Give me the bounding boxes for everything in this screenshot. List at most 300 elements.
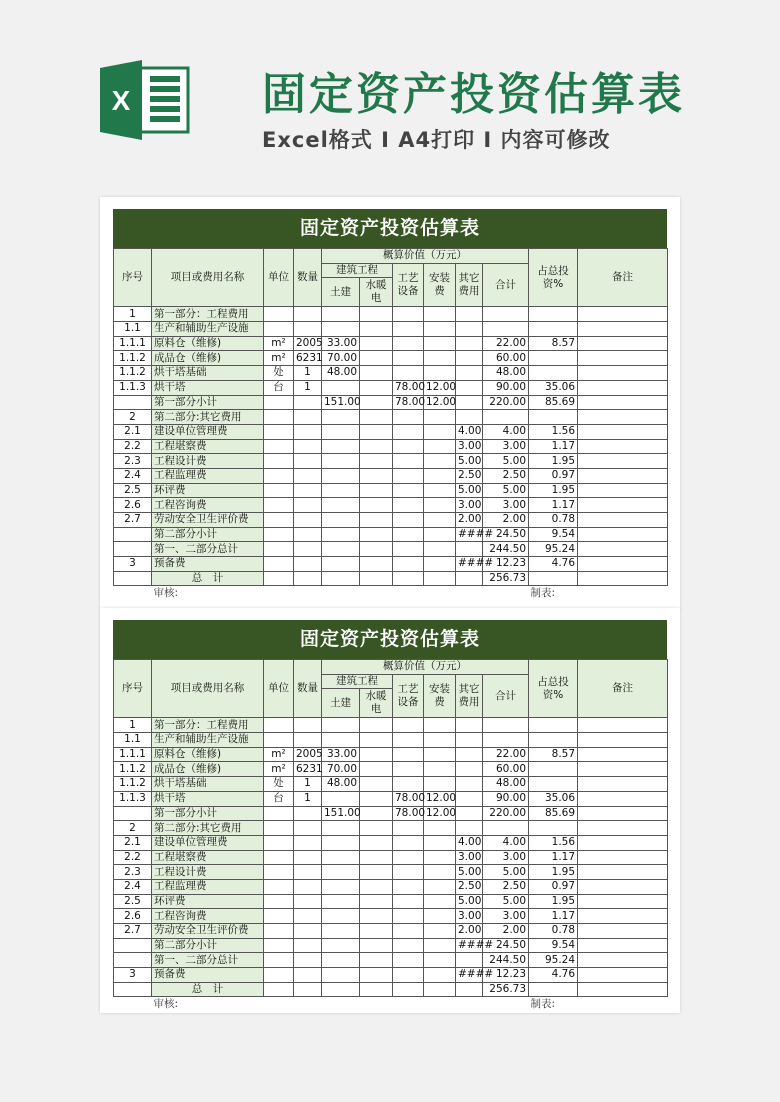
cell-unit[interactable]: [264, 968, 294, 983]
cell-total[interactable]: 2.00: [483, 513, 529, 528]
cell-name[interactable]: 预备费: [152, 557, 264, 572]
cell-name[interactable]: 烘干塔基础: [152, 777, 264, 792]
cell-civil[interactable]: [322, 498, 360, 513]
cell-install[interactable]: [424, 513, 456, 528]
cell-hvac[interactable]: [360, 747, 393, 762]
cell-qty[interactable]: [294, 733, 322, 748]
header-seq[interactable]: 序号: [114, 660, 152, 718]
footer-empty-cell[interactable]: [114, 997, 152, 1012]
cell-note[interactable]: [578, 747, 668, 762]
cell-pct[interactable]: [529, 718, 578, 733]
cell-install[interactable]: [424, 718, 456, 733]
cell-name[interactable]: 第一部分：工程费用: [152, 718, 264, 733]
cell-install[interactable]: [424, 410, 456, 425]
cell-note[interactable]: [578, 879, 668, 894]
cell-unit[interactable]: [264, 395, 294, 410]
cell-equipment[interactable]: [393, 498, 424, 513]
cell-pct[interactable]: 1.95: [529, 454, 578, 469]
cell-total[interactable]: 3.00: [483, 498, 529, 513]
footer-empty-cell[interactable]: [114, 586, 152, 601]
cell-seq[interactable]: [114, 542, 152, 557]
cell-civil[interactable]: [322, 483, 360, 498]
cell-install[interactable]: [424, 542, 456, 557]
cell-hvac[interactable]: [360, 498, 393, 513]
cell-unit[interactable]: [264, 542, 294, 557]
cell-total[interactable]: [483, 718, 529, 733]
cell-unit[interactable]: [264, 806, 294, 821]
cell-total[interactable]: 3.00: [483, 439, 529, 454]
cell-other[interactable]: [456, 982, 483, 997]
cell-note[interactable]: [578, 395, 668, 410]
cell-qty[interactable]: [294, 879, 322, 894]
cell-other[interactable]: 5.00: [456, 483, 483, 498]
cell-equipment[interactable]: [393, 835, 424, 850]
cell-seq[interactable]: 2.3: [114, 865, 152, 880]
cell-civil[interactable]: [322, 439, 360, 454]
cell-pct[interactable]: 1.56: [529, 835, 578, 850]
cell-seq[interactable]: 1.1: [114, 322, 152, 337]
cell-civil[interactable]: [322, 909, 360, 924]
cell-equipment[interactable]: [393, 454, 424, 469]
cell-equipment[interactable]: [393, 762, 424, 777]
cell-total[interactable]: [483, 322, 529, 337]
cell-unit[interactable]: [264, 879, 294, 894]
header-hvac[interactable]: 水暖电: [360, 278, 393, 307]
cell-equipment[interactable]: [393, 542, 424, 557]
cell-civil[interactable]: [322, 865, 360, 880]
footer-empty-cell[interactable]: [360, 586, 393, 601]
cell-unit[interactable]: [264, 909, 294, 924]
cell-equipment[interactable]: 78.00: [393, 806, 424, 821]
cell-pct[interactable]: 9.54: [529, 938, 578, 953]
cell-pct[interactable]: 1.17: [529, 498, 578, 513]
cell-civil[interactable]: [322, 322, 360, 337]
cell-install[interactable]: [424, 483, 456, 498]
cell-pct[interactable]: 85.69: [529, 395, 578, 410]
cell-pct[interactable]: [529, 571, 578, 586]
cell-unit[interactable]: [264, 483, 294, 498]
cell-qty[interactable]: [294, 513, 322, 528]
cell-other[interactable]: [456, 307, 483, 322]
cell-note[interactable]: [578, 968, 668, 983]
cell-unit[interactable]: [264, 322, 294, 337]
cell-unit[interactable]: [264, 439, 294, 454]
cell-note[interactable]: [578, 791, 668, 806]
cell-hvac[interactable]: [360, 336, 393, 351]
cell-civil[interactable]: [322, 982, 360, 997]
cell-note[interactable]: [578, 909, 668, 924]
cell-pct[interactable]: 8.57: [529, 747, 578, 762]
cell-name[interactable]: 第二部分小计: [152, 527, 264, 542]
cell-qty[interactable]: [294, 850, 322, 865]
cell-equipment[interactable]: [393, 307, 424, 322]
cell-install[interactable]: [424, 777, 456, 792]
cell-note[interactable]: [578, 571, 668, 586]
cell-other[interactable]: ####: [456, 968, 483, 983]
cell-total[interactable]: 5.00: [483, 483, 529, 498]
cell-pct[interactable]: [529, 821, 578, 836]
cell-total[interactable]: 256.73: [483, 982, 529, 997]
cell-equipment[interactable]: [393, 909, 424, 924]
cell-note[interactable]: [578, 513, 668, 528]
cell-note[interactable]: [578, 718, 668, 733]
cell-other[interactable]: 3.00: [456, 909, 483, 924]
cell-install[interactable]: [424, 953, 456, 968]
cell-seq[interactable]: 2.4: [114, 468, 152, 483]
cell-equipment[interactable]: [393, 821, 424, 836]
cell-equipment[interactable]: [393, 351, 424, 366]
cell-name[interactable]: 原料仓（维修): [152, 747, 264, 762]
footer-empty-cell[interactable]: [393, 997, 424, 1012]
cell-civil[interactable]: [322, 454, 360, 469]
cell-qty[interactable]: [294, 395, 322, 410]
cell-qty[interactable]: 1: [294, 366, 322, 381]
cell-unit[interactable]: [264, 733, 294, 748]
cell-seq[interactable]: 3: [114, 557, 152, 572]
cell-qty[interactable]: [294, 527, 322, 542]
header-civil[interactable]: 土建: [322, 278, 360, 307]
footer-empty-cell[interactable]: [578, 997, 668, 1012]
cell-name[interactable]: 第一、二部分总计: [152, 953, 264, 968]
cell-install[interactable]: [424, 835, 456, 850]
cell-qty[interactable]: 1: [294, 777, 322, 792]
cell-seq[interactable]: 1.1.2: [114, 762, 152, 777]
cell-other[interactable]: ####: [456, 938, 483, 953]
cell-civil[interactable]: [322, 410, 360, 425]
cell-hvac[interactable]: [360, 307, 393, 322]
header-unit[interactable]: 单位: [264, 660, 294, 718]
cell-install[interactable]: [424, 498, 456, 513]
cell-name[interactable]: 第一部分：工程费用: [152, 307, 264, 322]
cell-name[interactable]: 预备费: [152, 968, 264, 983]
cell-total[interactable]: 3.00: [483, 909, 529, 924]
cell-qty[interactable]: 1: [294, 791, 322, 806]
cell-total[interactable]: 24.50: [483, 527, 529, 542]
cell-note[interactable]: [578, 410, 668, 425]
cell-install[interactable]: 12.00: [424, 395, 456, 410]
cell-total[interactable]: 60.00: [483, 351, 529, 366]
cell-equipment[interactable]: [393, 322, 424, 337]
cell-name[interactable]: 建设单位管理费: [152, 424, 264, 439]
cell-qty[interactable]: 2005: [294, 336, 322, 351]
cell-pct[interactable]: 35.06: [529, 380, 578, 395]
footer-prepared-label[interactable]: 制表:: [529, 586, 578, 601]
cell-qty[interactable]: [294, 865, 322, 880]
cell-install[interactable]: [424, 982, 456, 997]
header-install[interactable]: 安装费: [424, 674, 456, 718]
cell-qty[interactable]: 1: [294, 380, 322, 395]
cell-equipment[interactable]: [393, 953, 424, 968]
cell-total[interactable]: 4.00: [483, 835, 529, 850]
cell-total[interactable]: 220.00: [483, 806, 529, 821]
cell-hvac[interactable]: [360, 762, 393, 777]
cell-civil[interactable]: 48.00: [322, 777, 360, 792]
cell-seq[interactable]: 2: [114, 821, 152, 836]
cell-unit[interactable]: [264, 924, 294, 939]
cell-hvac[interactable]: [360, 322, 393, 337]
footer-empty-cell[interactable]: [322, 997, 360, 1012]
cell-name[interactable]: 工程咨询费: [152, 909, 264, 924]
footer-empty-cell[interactable]: [424, 586, 456, 601]
cell-unit[interactable]: [264, 498, 294, 513]
cell-install[interactable]: 12.00: [424, 806, 456, 821]
cell-equipment[interactable]: [393, 733, 424, 748]
header-note[interactable]: 备注: [578, 249, 668, 307]
cell-unit[interactable]: [264, 894, 294, 909]
cell-equipment[interactable]: [393, 468, 424, 483]
cell-seq[interactable]: [114, 571, 152, 586]
cell-equipment[interactable]: [393, 938, 424, 953]
cell-install[interactable]: [424, 527, 456, 542]
footer-review-label[interactable]: 审核:: [152, 997, 264, 1012]
cell-install[interactable]: [424, 850, 456, 865]
cell-seq[interactable]: 2.6: [114, 909, 152, 924]
cell-other[interactable]: [456, 380, 483, 395]
cell-seq[interactable]: [114, 395, 152, 410]
header-note[interactable]: 备注: [578, 660, 668, 718]
cell-civil[interactable]: [322, 968, 360, 983]
header-civil[interactable]: 土建: [322, 689, 360, 718]
cell-qty[interactable]: 6231: [294, 762, 322, 777]
cell-note[interactable]: [578, 762, 668, 777]
cell-equipment[interactable]: 78.00: [393, 791, 424, 806]
cell-name[interactable]: 原料仓（维修): [152, 336, 264, 351]
cell-pct[interactable]: 1.17: [529, 439, 578, 454]
header-other[interactable]: 其它费用: [456, 263, 483, 307]
cell-note[interactable]: [578, 938, 668, 953]
cell-pct[interactable]: [529, 410, 578, 425]
cell-hvac[interactable]: [360, 894, 393, 909]
cell-seq[interactable]: 2.6: [114, 498, 152, 513]
cell-other[interactable]: ####: [456, 557, 483, 572]
cell-unit[interactable]: [264, 557, 294, 572]
cell-name[interactable]: 成品仓（维修): [152, 351, 264, 366]
cell-install[interactable]: [424, 879, 456, 894]
cell-civil[interactable]: 48.00: [322, 366, 360, 381]
cell-hvac[interactable]: [360, 454, 393, 469]
cell-install[interactable]: [424, 733, 456, 748]
cell-seq[interactable]: 2.7: [114, 513, 152, 528]
cell-other[interactable]: 4.00: [456, 424, 483, 439]
cell-pct[interactable]: 0.97: [529, 468, 578, 483]
cell-name[interactable]: 工程堪察费: [152, 850, 264, 865]
cell-unit[interactable]: [264, 307, 294, 322]
cell-civil[interactable]: [322, 733, 360, 748]
cell-name[interactable]: 烘干塔: [152, 380, 264, 395]
cell-hvac[interactable]: [360, 366, 393, 381]
cell-qty[interactable]: [294, 322, 322, 337]
header-building[interactable]: 建筑工程: [322, 674, 393, 689]
cell-name[interactable]: 工程堪察费: [152, 439, 264, 454]
cell-note[interactable]: [578, 439, 668, 454]
cell-note[interactable]: [578, 468, 668, 483]
cell-civil[interactable]: 33.00: [322, 747, 360, 762]
cell-hvac[interactable]: [360, 410, 393, 425]
cell-other[interactable]: 3.00: [456, 850, 483, 865]
cell-unit[interactable]: [264, 454, 294, 469]
cell-unit[interactable]: [264, 835, 294, 850]
cell-pct[interactable]: 4.76: [529, 968, 578, 983]
cell-seq[interactable]: 1.1.3: [114, 380, 152, 395]
cell-equipment[interactable]: [393, 777, 424, 792]
cell-hvac[interactable]: [360, 909, 393, 924]
cell-note[interactable]: [578, 351, 668, 366]
cell-civil[interactable]: 33.00: [322, 336, 360, 351]
cell-seq[interactable]: 1.1.1: [114, 747, 152, 762]
cell-install[interactable]: [424, 351, 456, 366]
cell-unit[interactable]: [264, 718, 294, 733]
footer-empty-cell[interactable]: [456, 997, 483, 1012]
cell-equipment[interactable]: [393, 850, 424, 865]
cell-note[interactable]: [578, 865, 668, 880]
cell-pct[interactable]: [529, 982, 578, 997]
cell-name[interactable]: 烘干塔: [152, 791, 264, 806]
cell-other[interactable]: [456, 821, 483, 836]
cell-total[interactable]: 5.00: [483, 454, 529, 469]
cell-name[interactable]: 第二部分:其它费用: [152, 821, 264, 836]
cell-civil[interactable]: [322, 380, 360, 395]
cell-name[interactable]: 总 计: [152, 571, 264, 586]
cell-name[interactable]: 烘干塔基础: [152, 366, 264, 381]
cell-install[interactable]: [424, 924, 456, 939]
cell-other[interactable]: 2.00: [456, 513, 483, 528]
cell-equipment[interactable]: [393, 557, 424, 572]
cell-install[interactable]: [424, 747, 456, 762]
cell-pct[interactable]: 1.95: [529, 894, 578, 909]
cell-civil[interactable]: [322, 894, 360, 909]
cell-equipment[interactable]: 78.00: [393, 395, 424, 410]
cell-civil[interactable]: [322, 571, 360, 586]
cell-name[interactable]: 第一部分小计: [152, 395, 264, 410]
cell-hvac[interactable]: [360, 777, 393, 792]
cell-hvac[interactable]: [360, 468, 393, 483]
cell-other[interactable]: [456, 336, 483, 351]
cell-qty[interactable]: [294, 307, 322, 322]
cell-unit[interactable]: 台: [264, 380, 294, 395]
header-install[interactable]: 安装费: [424, 263, 456, 307]
cell-name[interactable]: 环评费: [152, 894, 264, 909]
cell-other[interactable]: [456, 791, 483, 806]
cell-hvac[interactable]: [360, 542, 393, 557]
cell-other[interactable]: 3.00: [456, 439, 483, 454]
cell-hvac[interactable]: [360, 968, 393, 983]
cell-equipment[interactable]: [393, 894, 424, 909]
cell-pct[interactable]: 0.97: [529, 879, 578, 894]
cell-total[interactable]: 220.00: [483, 395, 529, 410]
cell-other[interactable]: 2.50: [456, 879, 483, 894]
cell-unit[interactable]: [264, 850, 294, 865]
cell-install[interactable]: [424, 322, 456, 337]
cell-civil[interactable]: [322, 938, 360, 953]
header-qty[interactable]: 数量: [294, 249, 322, 307]
cell-civil[interactable]: [322, 850, 360, 865]
cell-unit[interactable]: [264, 982, 294, 997]
cell-other[interactable]: [456, 777, 483, 792]
cell-total[interactable]: [483, 307, 529, 322]
cell-qty[interactable]: [294, 924, 322, 939]
cell-equipment[interactable]: [393, 718, 424, 733]
cell-total[interactable]: 4.00: [483, 424, 529, 439]
cell-total[interactable]: 256.73: [483, 571, 529, 586]
cell-seq[interactable]: 1: [114, 307, 152, 322]
cell-pct[interactable]: [529, 351, 578, 366]
cell-civil[interactable]: [322, 953, 360, 968]
cell-unit[interactable]: m²: [264, 762, 294, 777]
footer-empty-cell[interactable]: [264, 997, 294, 1012]
footer-empty-cell[interactable]: [294, 586, 322, 601]
cell-equipment[interactable]: [393, 527, 424, 542]
header-hvac[interactable]: 水暖电: [360, 689, 393, 718]
cell-civil[interactable]: [322, 513, 360, 528]
cell-equipment[interactable]: [393, 924, 424, 939]
cell-total[interactable]: 3.00: [483, 850, 529, 865]
cell-seq[interactable]: [114, 806, 152, 821]
cell-name[interactable]: 生产和辅助生产设施: [152, 733, 264, 748]
cell-seq[interactable]: 2.2: [114, 850, 152, 865]
cell-unit[interactable]: [264, 938, 294, 953]
cell-install[interactable]: [424, 336, 456, 351]
cell-total[interactable]: 60.00: [483, 762, 529, 777]
cell-install[interactable]: [424, 968, 456, 983]
cell-name[interactable]: 第一部分小计: [152, 806, 264, 821]
cell-name[interactable]: 建设单位管理费: [152, 835, 264, 850]
cell-pct[interactable]: 0.78: [529, 513, 578, 528]
cell-install[interactable]: [424, 571, 456, 586]
cell-qty[interactable]: 2005: [294, 747, 322, 762]
footer-empty-cell[interactable]: [264, 586, 294, 601]
cell-total[interactable]: 22.00: [483, 747, 529, 762]
cell-other[interactable]: 5.00: [456, 894, 483, 909]
cell-total[interactable]: [483, 410, 529, 425]
cell-hvac[interactable]: [360, 351, 393, 366]
header-pct[interactable]: 占总投资%: [529, 249, 578, 307]
cell-seq[interactable]: [114, 938, 152, 953]
cell-note[interactable]: [578, 835, 668, 850]
cell-pct[interactable]: 95.24: [529, 542, 578, 557]
cell-note[interactable]: [578, 542, 668, 557]
cell-hvac[interactable]: [360, 424, 393, 439]
cell-unit[interactable]: 处: [264, 777, 294, 792]
cell-equipment[interactable]: [393, 968, 424, 983]
cell-note[interactable]: [578, 806, 668, 821]
cell-pct[interactable]: [529, 733, 578, 748]
cell-total[interactable]: 5.00: [483, 865, 529, 880]
cell-install[interactable]: [424, 557, 456, 572]
cell-equipment[interactable]: [393, 879, 424, 894]
cell-equipment[interactable]: [393, 483, 424, 498]
cell-hvac[interactable]: [360, 513, 393, 528]
cell-install[interactable]: [424, 424, 456, 439]
footer-empty-cell[interactable]: [456, 586, 483, 601]
cell-pct[interactable]: 1.95: [529, 483, 578, 498]
cell-seq[interactable]: 1.1: [114, 733, 152, 748]
cell-name[interactable]: 工程监理费: [152, 468, 264, 483]
cell-qty[interactable]: [294, 439, 322, 454]
cell-other[interactable]: [456, 953, 483, 968]
cell-hvac[interactable]: [360, 938, 393, 953]
cell-total[interactable]: 90.00: [483, 380, 529, 395]
cell-unit[interactable]: [264, 865, 294, 880]
cell-other[interactable]: [456, 322, 483, 337]
header-qty[interactable]: 数量: [294, 660, 322, 718]
cell-qty[interactable]: [294, 410, 322, 425]
cell-other[interactable]: 5.00: [456, 454, 483, 469]
cell-install[interactable]: [424, 366, 456, 381]
cell-total[interactable]: 2.50: [483, 468, 529, 483]
cell-total[interactable]: 48.00: [483, 777, 529, 792]
cell-unit[interactable]: [264, 953, 294, 968]
cell-pct[interactable]: 35.06: [529, 791, 578, 806]
